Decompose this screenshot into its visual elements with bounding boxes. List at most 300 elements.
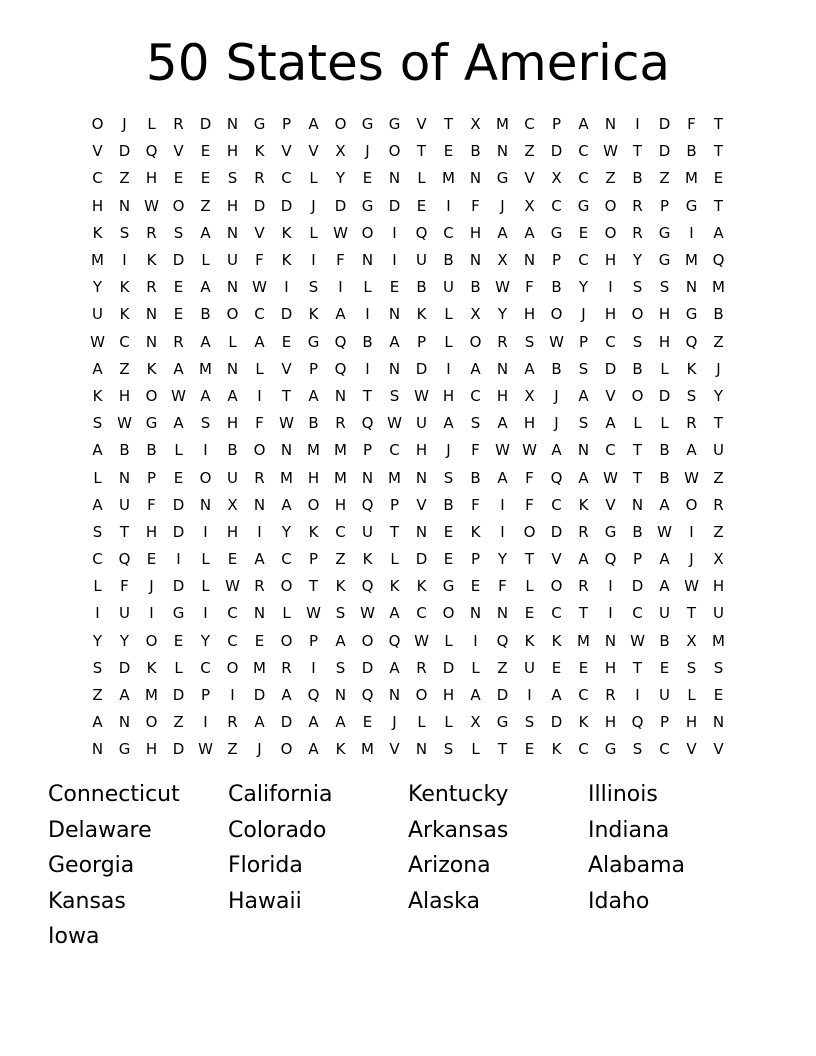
grid-letter: L [471, 658, 480, 677]
grid-row [84, 274, 732, 301]
grid-letter: I [635, 686, 640, 705]
grid-letter: O [631, 305, 644, 324]
grid-letter: A [551, 686, 562, 705]
grid-letter: D [253, 196, 266, 215]
grid-letter: K [686, 359, 697, 378]
grid-letter: C [227, 604, 238, 623]
grid-letter: W [252, 278, 267, 297]
grid-letter: O [604, 196, 617, 215]
grid-letter: U [119, 495, 130, 514]
grid-letter: R [173, 332, 184, 351]
grid-letter: N [469, 251, 482, 270]
grid-letter: T [281, 386, 292, 405]
grid-letter: Y [632, 251, 643, 270]
grid-letter: R [254, 169, 265, 188]
grid-letter: T [632, 142, 643, 161]
grid-letter: C [281, 169, 292, 188]
grid-letter: D [415, 550, 428, 569]
grid-letter: R [605, 686, 616, 705]
grid-row [84, 464, 732, 491]
grid-letter: N [226, 359, 239, 378]
grid-letter: C [92, 169, 103, 188]
grid-letter: X [524, 196, 535, 215]
grid-letter: C [605, 332, 616, 351]
grid-letter: Q [334, 359, 347, 378]
grid-letter: M [307, 441, 320, 460]
grid-letter: G [253, 115, 266, 134]
grid-letter: D [550, 142, 563, 161]
grid-letter: L [309, 169, 318, 188]
grid-letter: N [199, 495, 212, 514]
grid-letter: I [608, 577, 613, 596]
grid-letter: K [551, 740, 562, 759]
grid-letter: U [227, 468, 238, 487]
grid-letter: O [361, 631, 374, 650]
grid-letter: I [257, 386, 262, 405]
grid-letter: W [630, 631, 645, 650]
grid-letter: Q [361, 686, 374, 705]
grid-letter: R [632, 196, 643, 215]
grid-letter: P [578, 332, 589, 351]
grid-letter: W [360, 604, 375, 623]
grid-letter: F [687, 115, 696, 134]
grid-letter: W [387, 414, 402, 433]
grid-letter: C [389, 441, 400, 460]
grid-letter: M [712, 631, 725, 650]
grid-letter: E [200, 142, 211, 161]
grid-letter: C [551, 604, 562, 623]
grid-letter: S [686, 658, 697, 677]
grid-letter: H [415, 441, 428, 460]
grid-letter: L [282, 604, 291, 623]
grid-letter: O [523, 522, 536, 541]
grid-letter: O [145, 713, 158, 732]
grid-letter: O [550, 577, 563, 596]
grid-letter: Z [119, 359, 130, 378]
grid-letter: B [362, 332, 373, 351]
grid-letter: L [417, 169, 426, 188]
grid-letter: K [416, 305, 427, 324]
grid-letter: K [254, 142, 265, 161]
grid-letter: I [446, 359, 451, 378]
grid-letter: U [713, 604, 724, 623]
grid-letter: Q [145, 142, 158, 161]
grid-letter: N [469, 604, 482, 623]
grid-letter: Y [281, 522, 292, 541]
grid-letter: M [442, 169, 455, 188]
grid-letter: X [227, 495, 238, 514]
word-list-item: California [228, 782, 333, 807]
grid-letter: N [280, 441, 293, 460]
grid-letter: L [633, 414, 642, 433]
grid-letter: B [416, 278, 427, 297]
grid-letter: H [658, 332, 671, 351]
grid-letter: R [335, 414, 346, 433]
grid-letter: I [608, 604, 613, 623]
grid-letter: M [685, 169, 698, 188]
grid-letter: W [90, 332, 105, 351]
grid-letter: P [146, 468, 157, 487]
grid-letter: A [578, 468, 589, 487]
grid-letter: X [497, 251, 508, 270]
word-list [48, 777, 768, 955]
grid-letter: I [203, 604, 208, 623]
grid-letter: K [362, 550, 373, 569]
grid-letter: E [578, 658, 589, 677]
grid-letter: K [335, 740, 346, 759]
grid-letter: N [496, 604, 509, 623]
word-list-item: Illinois [588, 782, 658, 807]
grid-letter: R [173, 115, 184, 134]
grid-letter: C [119, 332, 130, 351]
grid-letter: Q [550, 468, 563, 487]
grid-letter: C [524, 115, 535, 134]
grid-letter: B [551, 359, 562, 378]
word-search-grid [84, 111, 732, 764]
grid-letter: V [686, 740, 697, 759]
grid-letter: C [416, 604, 427, 623]
grid-letter: B [119, 441, 130, 460]
grid-letter: H [604, 251, 617, 270]
grid-letter: J [257, 740, 262, 759]
grid-letter: L [201, 550, 210, 569]
grid-row [84, 628, 732, 655]
grid-letter: X [470, 115, 481, 134]
grid-letter: K [389, 577, 400, 596]
grid-letter: Y [497, 305, 508, 324]
grid-letter: A [200, 332, 211, 351]
grid-letter: E [173, 631, 184, 650]
grid-letter: C [254, 305, 265, 324]
grid-letter: B [308, 414, 319, 433]
grid-letter: N [523, 251, 536, 270]
grid-letter: G [604, 522, 617, 541]
grid-letter: B [227, 441, 238, 460]
grid-letter: W [414, 631, 429, 650]
grid-letter: D [280, 196, 293, 215]
grid-letter: Y [92, 631, 103, 650]
grid-letter: S [632, 278, 643, 297]
grid-letter: G [118, 740, 131, 759]
grid-letter: O [361, 223, 374, 242]
grid-letter: G [658, 251, 671, 270]
grid-letter: T [632, 468, 643, 487]
grid-letter: N [145, 305, 158, 324]
grid-letter: Z [200, 196, 211, 215]
grid-letter: G [550, 223, 563, 242]
grid-letter: N [631, 495, 644, 514]
grid-letter: P [362, 441, 373, 460]
grid-letter: W [225, 577, 240, 596]
grid-letter: L [255, 359, 264, 378]
grid-letter: A [227, 386, 238, 405]
grid-letter: S [578, 414, 589, 433]
grid-letter: A [578, 386, 589, 405]
grid-letter: V [416, 495, 427, 514]
grid-letter: E [551, 658, 562, 677]
word-list-item: Indiana [588, 817, 670, 843]
grid-letter: R [713, 495, 724, 514]
grid-letter: A [524, 223, 535, 242]
grid-letter: W [198, 740, 213, 759]
grid-letter: K [308, 522, 319, 541]
grid-letter: H [145, 169, 158, 188]
grid-letter: G [604, 740, 617, 759]
grid-letter: U [416, 251, 427, 270]
word-list-item: Colorado [228, 817, 327, 843]
grid-letter: M [253, 658, 266, 677]
grid-letter: B [470, 468, 481, 487]
grid-letter: J [392, 713, 397, 732]
grid-letter: E [362, 713, 373, 732]
grid-letter: N [604, 631, 617, 650]
grid-letter: I [311, 658, 316, 677]
grid-letter: Q [118, 550, 131, 569]
grid-letter: D [604, 359, 617, 378]
word-list-item: Connecticut [48, 782, 180, 807]
grid-letter: B [632, 359, 643, 378]
grid-letter: N [496, 359, 509, 378]
grid-letter: J [446, 441, 451, 460]
grid-letter: O [145, 631, 158, 650]
grid-letter: I [149, 604, 154, 623]
grid-letter: N [415, 468, 428, 487]
grid-letter: O [280, 631, 293, 650]
grid-letter: A [335, 713, 346, 732]
grid-letter: W [522, 441, 537, 460]
grid-letter: J [581, 305, 586, 324]
grid-row [84, 138, 732, 165]
grid-letter: T [632, 441, 643, 460]
grid-letter: S [713, 658, 724, 677]
grid-letter: D [172, 577, 185, 596]
grid-letter: V [416, 115, 427, 134]
grid-letter: E [443, 142, 454, 161]
grid-letter: G [145, 414, 158, 433]
grid-letter: V [92, 142, 103, 161]
word-list-item: Alabama [588, 853, 686, 878]
grid-letter: D [658, 115, 671, 134]
grid-letter: Y [119, 631, 130, 650]
grid-letter: O [280, 740, 293, 759]
grid-letter: U [524, 658, 535, 677]
grid-letter: A [524, 359, 535, 378]
grid-letter: O [550, 305, 563, 324]
grid-row [84, 247, 732, 274]
grid-letter: X [686, 631, 697, 650]
grid-letter: D [280, 713, 293, 732]
grid-letter: L [174, 658, 183, 677]
word-list-item: Hawaii [228, 888, 302, 914]
grid-letter: H [145, 740, 158, 759]
grid-letter: I [608, 278, 613, 297]
grid-letter: N [253, 495, 266, 514]
grid-letter: A [578, 115, 589, 134]
grid-letter: U [362, 522, 373, 541]
grid-letter: S [335, 604, 346, 623]
grid-letter: O [226, 658, 239, 677]
grid-letter: F [471, 196, 480, 215]
grid-letter: G [361, 115, 374, 134]
grid-row [84, 301, 732, 328]
grid-letter: C [578, 142, 589, 161]
grid-letter: T [713, 142, 724, 161]
grid-letter: W [117, 414, 132, 433]
grid-letter: H [469, 223, 482, 242]
grid-letter: P [308, 359, 319, 378]
grid-letter: B [659, 631, 670, 650]
page-title: 50 States of America [145, 34, 671, 92]
grid-letter: P [200, 686, 211, 705]
grid-letter: W [684, 468, 699, 487]
grid-letter: K [578, 713, 589, 732]
grid-letter: A [605, 414, 616, 433]
grid-letter: C [632, 604, 643, 623]
grid-letter: R [578, 522, 589, 541]
grid-letter: N [226, 115, 239, 134]
grid-letter: P [308, 550, 319, 569]
grid-letter: D [334, 196, 347, 215]
grid-letter: Q [307, 686, 320, 705]
grid-letter: C [578, 740, 589, 759]
grid-letter: I [689, 522, 694, 541]
grid-letter: C [578, 169, 589, 188]
grid-letter: L [417, 713, 426, 732]
word-list-item: Delaware [48, 817, 152, 843]
grid-letter: L [660, 414, 669, 433]
grid-letter: E [146, 550, 157, 569]
grid-letter: W [333, 223, 348, 242]
grid-letter: E [470, 577, 481, 596]
grid-letter: L [93, 577, 102, 596]
grid-letter: N [145, 332, 158, 351]
grid-letter: N [469, 169, 482, 188]
grid-letter: W [657, 522, 672, 541]
grid-letter: I [284, 278, 289, 297]
grid-letter: N [388, 359, 401, 378]
grid-letter: W [279, 414, 294, 433]
grid-letter: I [500, 522, 505, 541]
grid-letter: L [174, 441, 183, 460]
grid-letter: Z [713, 332, 724, 351]
grid-letter: S [119, 223, 130, 242]
grid-letter: H [145, 522, 158, 541]
grid-letter: V [524, 169, 535, 188]
grid-letter: M [280, 468, 293, 487]
grid-row [84, 111, 732, 138]
grid-letter: A [200, 386, 211, 405]
grid-letter: I [257, 522, 262, 541]
grid-letter: A [497, 223, 508, 242]
grid-letter: N [361, 468, 374, 487]
grid-letter: Q [496, 631, 509, 650]
grid-letter: G [388, 115, 401, 134]
grid-letter: E [389, 278, 400, 297]
grid-letter: S [92, 414, 103, 433]
grid-letter: R [254, 468, 265, 487]
word-list-item: Idaho [588, 888, 650, 914]
grid-letter: O [91, 115, 104, 134]
grid-row [84, 573, 732, 600]
grid-letter: E [200, 169, 211, 188]
grid-letter: J [311, 196, 316, 215]
grid-letter: E [713, 169, 724, 188]
grid-letter: D [199, 115, 212, 134]
grid-letter: V [281, 142, 292, 161]
grid-letter: N [226, 223, 239, 242]
grid-letter: D [118, 658, 131, 677]
word-list-item: Georgia [48, 853, 135, 878]
grid-letter: I [95, 604, 100, 623]
grid-letter: D [442, 658, 455, 677]
grid-letter: S [524, 332, 535, 351]
grid-letter: U [443, 278, 454, 297]
grid-letter: A [308, 713, 319, 732]
grid-letter: S [632, 740, 643, 759]
grid-letter: S [686, 386, 697, 405]
grid-letter: D [280, 305, 293, 324]
grid-letter: N [415, 740, 428, 759]
grid-row [84, 410, 732, 437]
grid-letter: O [469, 332, 482, 351]
grid-letter: W [603, 142, 618, 161]
grid-letter: W [171, 386, 186, 405]
grid-letter: H [118, 386, 131, 405]
grid-letter: S [659, 278, 670, 297]
grid-letter: A [470, 686, 481, 705]
grid-letter: W [495, 278, 510, 297]
grid-letter: J [554, 386, 559, 405]
grid-letter: K [335, 577, 346, 596]
grid-letter: S [578, 359, 589, 378]
grid-letter: R [497, 332, 508, 351]
grid-letter: R [578, 577, 589, 596]
grid-letter: W [414, 386, 429, 405]
grid-letter: T [362, 386, 373, 405]
grid-letter: V [173, 142, 184, 161]
grid-letter: K [308, 305, 319, 324]
grid-letter: P [416, 332, 427, 351]
grid-letter: I [176, 550, 181, 569]
grid-letter: L [444, 305, 453, 324]
grid-letter: S [443, 740, 454, 759]
grid-letter: C [92, 550, 103, 569]
grid-letter: J [689, 550, 694, 569]
grid-letter: P [659, 196, 670, 215]
grid-letter: L [147, 115, 156, 134]
grid-letter: S [524, 713, 535, 732]
grid-letter: D [172, 522, 185, 541]
grid-letter: B [632, 522, 643, 541]
grid-letter: A [713, 223, 724, 242]
grid-letter: O [388, 142, 401, 161]
grid-letter: T [713, 196, 724, 215]
grid-letter: U [92, 305, 103, 324]
grid-letter: V [308, 142, 319, 161]
grid-letter: F [471, 495, 480, 514]
grid-letter: S [335, 658, 346, 677]
grid-letter: L [390, 550, 399, 569]
grid-letter: B [659, 441, 670, 460]
grid-letter: L [444, 631, 453, 650]
grid-letter: Z [497, 658, 508, 677]
grid-letter: Z [92, 686, 103, 705]
grid-letter: S [200, 414, 211, 433]
grid-letter: T [443, 115, 454, 134]
grid-letter: F [255, 251, 264, 270]
grid-letter: A [119, 686, 130, 705]
grid-letter: E [416, 196, 427, 215]
